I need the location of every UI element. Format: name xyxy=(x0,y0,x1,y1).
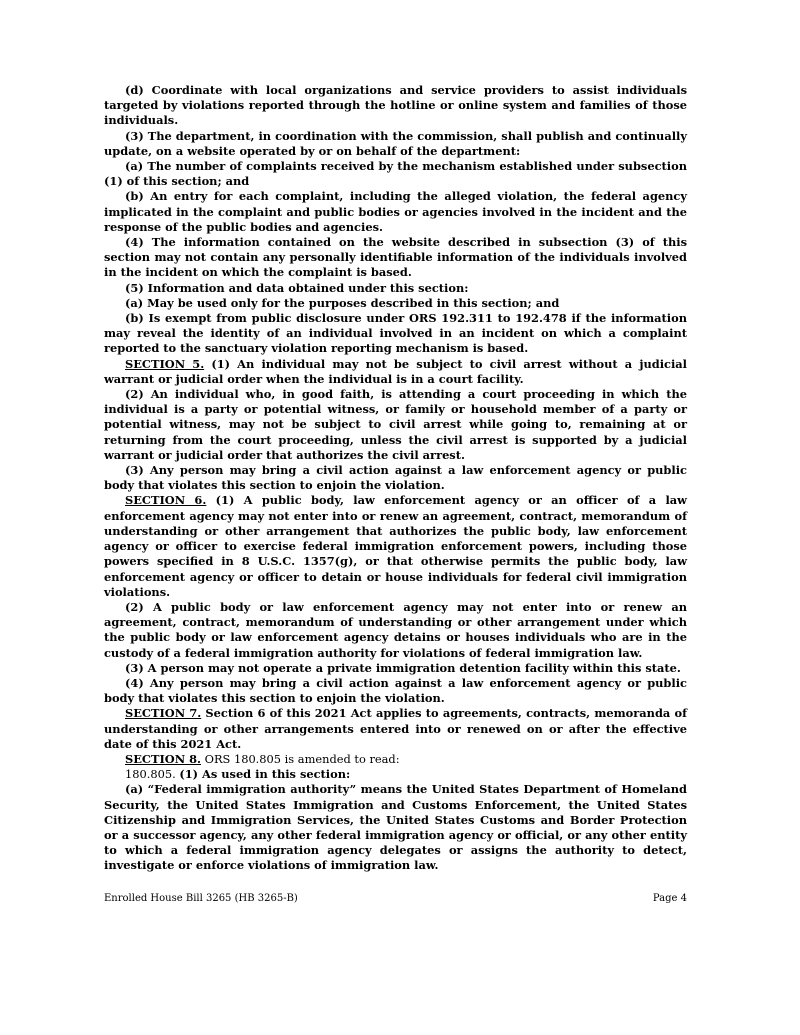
section-heading: SECTION 8. xyxy=(125,751,201,766)
paragraph-text: (a) May be used only for the purposes described in this section; and xyxy=(125,295,560,310)
paragraph-text: (1) As used in this section: xyxy=(179,767,351,782)
paragraph xyxy=(104,463,687,493)
paragraph xyxy=(104,600,687,661)
page-footer xyxy=(104,893,687,904)
paragraph xyxy=(104,706,687,752)
paragraph xyxy=(104,159,687,189)
paragraph xyxy=(104,782,687,873)
section-heading: SECTION 6. xyxy=(125,493,207,508)
page-number: Page 4 xyxy=(652,893,687,904)
bill-text xyxy=(104,83,687,874)
paragraph xyxy=(104,296,687,311)
paragraph xyxy=(104,83,687,129)
paragraph-text: 180.805. xyxy=(125,767,180,782)
paragraph-text: Section 6 of this 2021 Act applies to agreements, contracts, memoranda of understanding or other arrangements entered into or renewed on or after the effective date of this 2021 Act. xyxy=(104,706,687,751)
paragraph-text: (3) Any person may bring a civil action against a law enforcement agency or public body that violates this section to enjoin the violation. xyxy=(104,463,687,493)
paragraph xyxy=(104,676,687,706)
paragraph-text: (3) The department, in coordination with the commission, shall publish and continually update, on a website operated by or on behalf of the department: xyxy=(104,128,687,158)
paragraph xyxy=(104,387,687,463)
paragraph xyxy=(104,189,687,235)
paragraph xyxy=(104,235,687,281)
paragraph-text: (5) Information and data obtained under this section: xyxy=(125,280,469,295)
paragraph-text: (2) An individual who, in good faith, is attending a court proceeding in which the individual is a party or potential witness, or family or household member of a party or potential witness, may not be subject to civil arrest while going to, remaining at or returning from the court proceeding, unless the civil arrest is supported by a judicial warrant or judicial order that authorizes the civil arrest. xyxy=(104,387,687,462)
paragraph-text: (3) A person may not operate a private immigration detention facility within this state. xyxy=(125,660,681,675)
section-heading: SECTION 7. xyxy=(125,706,202,721)
bill-label: Enrolled House Bill 3265 (HB 3265-B) xyxy=(104,893,298,904)
paragraph-text: (4) Any person may bring a civil action against a law enforcement agency or public body that violates this section to enjoin the violation. xyxy=(104,675,687,706)
paragraph-text: ORS 180.805 is amended to read: xyxy=(200,751,400,766)
paragraph-text: (1) A public body, law enforcement agency or an officer of a law enforcement agency may not enter into or renew an agreement, contract, memorandum of understanding or other arrangement that authorizes the public body, law enforcement agency or officer to exercise federal immigration enforcement powers, including those powers specified in 8 U.S.C. 1357(g), or that otherwise permits the public body, law enforcement agency or officer to detain or house individuals for federal civil immigration violations. xyxy=(104,493,687,599)
paragraph-text: (a) “Federal immigration authority” means the United States Department of Homeland Security, the United States Immigration and Customs Enforcement, the United States Citizenship and Immigration Services, the United States Customs and Border Protection or a successor agency, any other federal immigration agency or official, or any other entity to which a federal immigration agency delegates or assigns the authority to detect, investigate or enforce violations of immigration law. xyxy=(104,782,687,873)
paragraph-text: (b) An entry for each complaint, including the alleged violation, the federal agency implicated in the complaint and public bodies or agencies involved in the incident and the response of the public bodies and agencies. xyxy=(104,189,687,234)
paragraph-text: (2) A public body or law enforcement agency may not enter into or renew an agreement, contract, memorandum of understanding or other arrangement under which the public body or law enforcement agency detains or houses individuals who are in the custody of a federal immigration authority for violations of federal immigration law. xyxy=(104,599,687,660)
paragraph xyxy=(104,129,687,159)
paragraph-text: (4) The information contained on the website described in subsection (3) of this section may not contain any personally identifiable information of the individuals involved in the incident on which the complaint is based. xyxy=(104,235,687,280)
paragraph xyxy=(104,493,687,599)
paragraph-text: (a) The number of complaints received by the mechanism established under subsection (1) of this section; and xyxy=(104,159,687,189)
paragraph xyxy=(104,281,687,296)
paragraph-text: (d) Coordinate with local organizations and service providers to assist individuals targeted by violations reported through the hotline or online system and families of those individuals. xyxy=(104,83,687,128)
paragraph xyxy=(104,767,687,782)
paragraph xyxy=(104,752,687,767)
paragraph xyxy=(104,311,687,357)
paragraph xyxy=(104,661,687,676)
paragraph-text: (b) Is exempt from public disclosure under ORS 192.311 to 192.478 if the information may reveal the identity of an individual involved in an incident on which a complaint reported to the sanctuary violation reporting mechanism is based. xyxy=(104,311,687,356)
paragraph xyxy=(104,357,687,387)
section-heading: SECTION 5. xyxy=(125,356,205,371)
paragraph-text: (1) An individual may not be subject to civil arrest without a judicial warrant or judicial order when the individual is in a court facility. xyxy=(104,356,687,386)
